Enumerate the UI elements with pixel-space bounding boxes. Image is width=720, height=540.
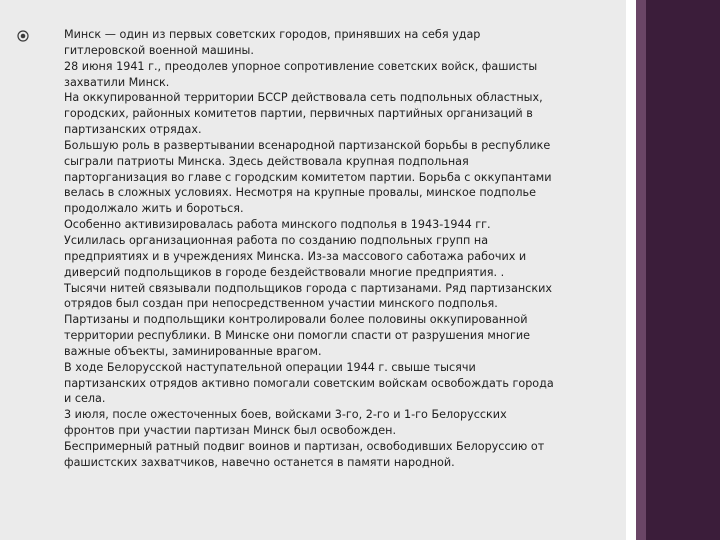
- text-line: фронтов при участии партизан Минск был освобожден.: [64, 424, 397, 438]
- bullet-target-icon: [17, 30, 29, 42]
- text-line: велась в сложных условиях. Несмотря на крупные провалы, минское подполье: [64, 186, 537, 200]
- text-line: фашистских захватчиков, навечно останется в памяти народной.: [64, 455, 455, 469]
- text-line: партизанских отрядах.: [64, 123, 202, 137]
- text-line: гитлеровской военной машины.: [64, 43, 254, 57]
- text-line: Минск — один из первых советских городов, принявших на себя удар: [64, 28, 481, 41]
- text-line: продолжало жить и бороться.: [64, 202, 244, 216]
- text-line: и села.: [64, 392, 106, 406]
- decorative-side-panel: [646, 0, 720, 540]
- text-line: сыграли патриоты Минска. Здесь действовала крупная подпольная: [64, 154, 469, 168]
- text-line: На оккупированной территории БССР действовала сеть подпольных областных,: [64, 91, 543, 105]
- text-line: Партизаны и подпольщики контролировали более половины оккупированной: [64, 313, 528, 327]
- text-line: В ходе Белорусской наступательной операции 1944 г. свыше тысячи: [64, 360, 476, 374]
- text-line: предприятиях и в учреждениях Минска. Из-за массового саботажа рабочих и: [64, 249, 527, 263]
- text-line: 3 июля, после ожесточенных боев, войсками 3-го, 2-го и 1-го Белорусских: [64, 408, 507, 422]
- text-line: Беспримерный ратный подвиг воинов и партизан, освободивших Белоруссию от: [64, 439, 545, 453]
- text-line: Большую роль в развертывании всенародной партизанской борьбы в республике: [64, 138, 551, 152]
- text-line: захватили Минск.: [64, 75, 170, 89]
- text-line: отрядов был создан при непосредственном участии минского подполья.: [64, 297, 498, 311]
- text-line: парторганизация во главе с городским комитетом партии. Борьба с оккупантами: [64, 170, 552, 184]
- text-line: партизанских отрядов активно помогали советским войскам освобождать города: [64, 376, 554, 390]
- text-line: важные объекты, заминированные врагом.: [64, 344, 322, 358]
- decorative-accent-band: [636, 0, 646, 540]
- text-line: Особенно активизировалась работа минского подполья в 1943-1944 гг.: [64, 218, 491, 232]
- text-line: диверсий подпольщиков в городе бездействовали многие предприятия. .: [64, 265, 505, 279]
- text-line: территории республики. В Минске они помогли спасти от разрушения многие: [64, 329, 531, 343]
- text-line: Усилилась организационная работа по созданию подпольных групп на: [64, 233, 489, 247]
- text-line: Тысячи нитей связывали подпольщиков города с партизанами. Ряд партизанских: [64, 281, 552, 295]
- decorative-gap: [626, 0, 636, 540]
- text-line: 28 июня 1941 г., преодолев упорное сопротивление советских войск, фашисты: [64, 59, 538, 73]
- text-line: городских, районных комитетов партии, первичных партийных организаций в: [64, 107, 533, 121]
- body-text: [64, 27, 616, 471]
